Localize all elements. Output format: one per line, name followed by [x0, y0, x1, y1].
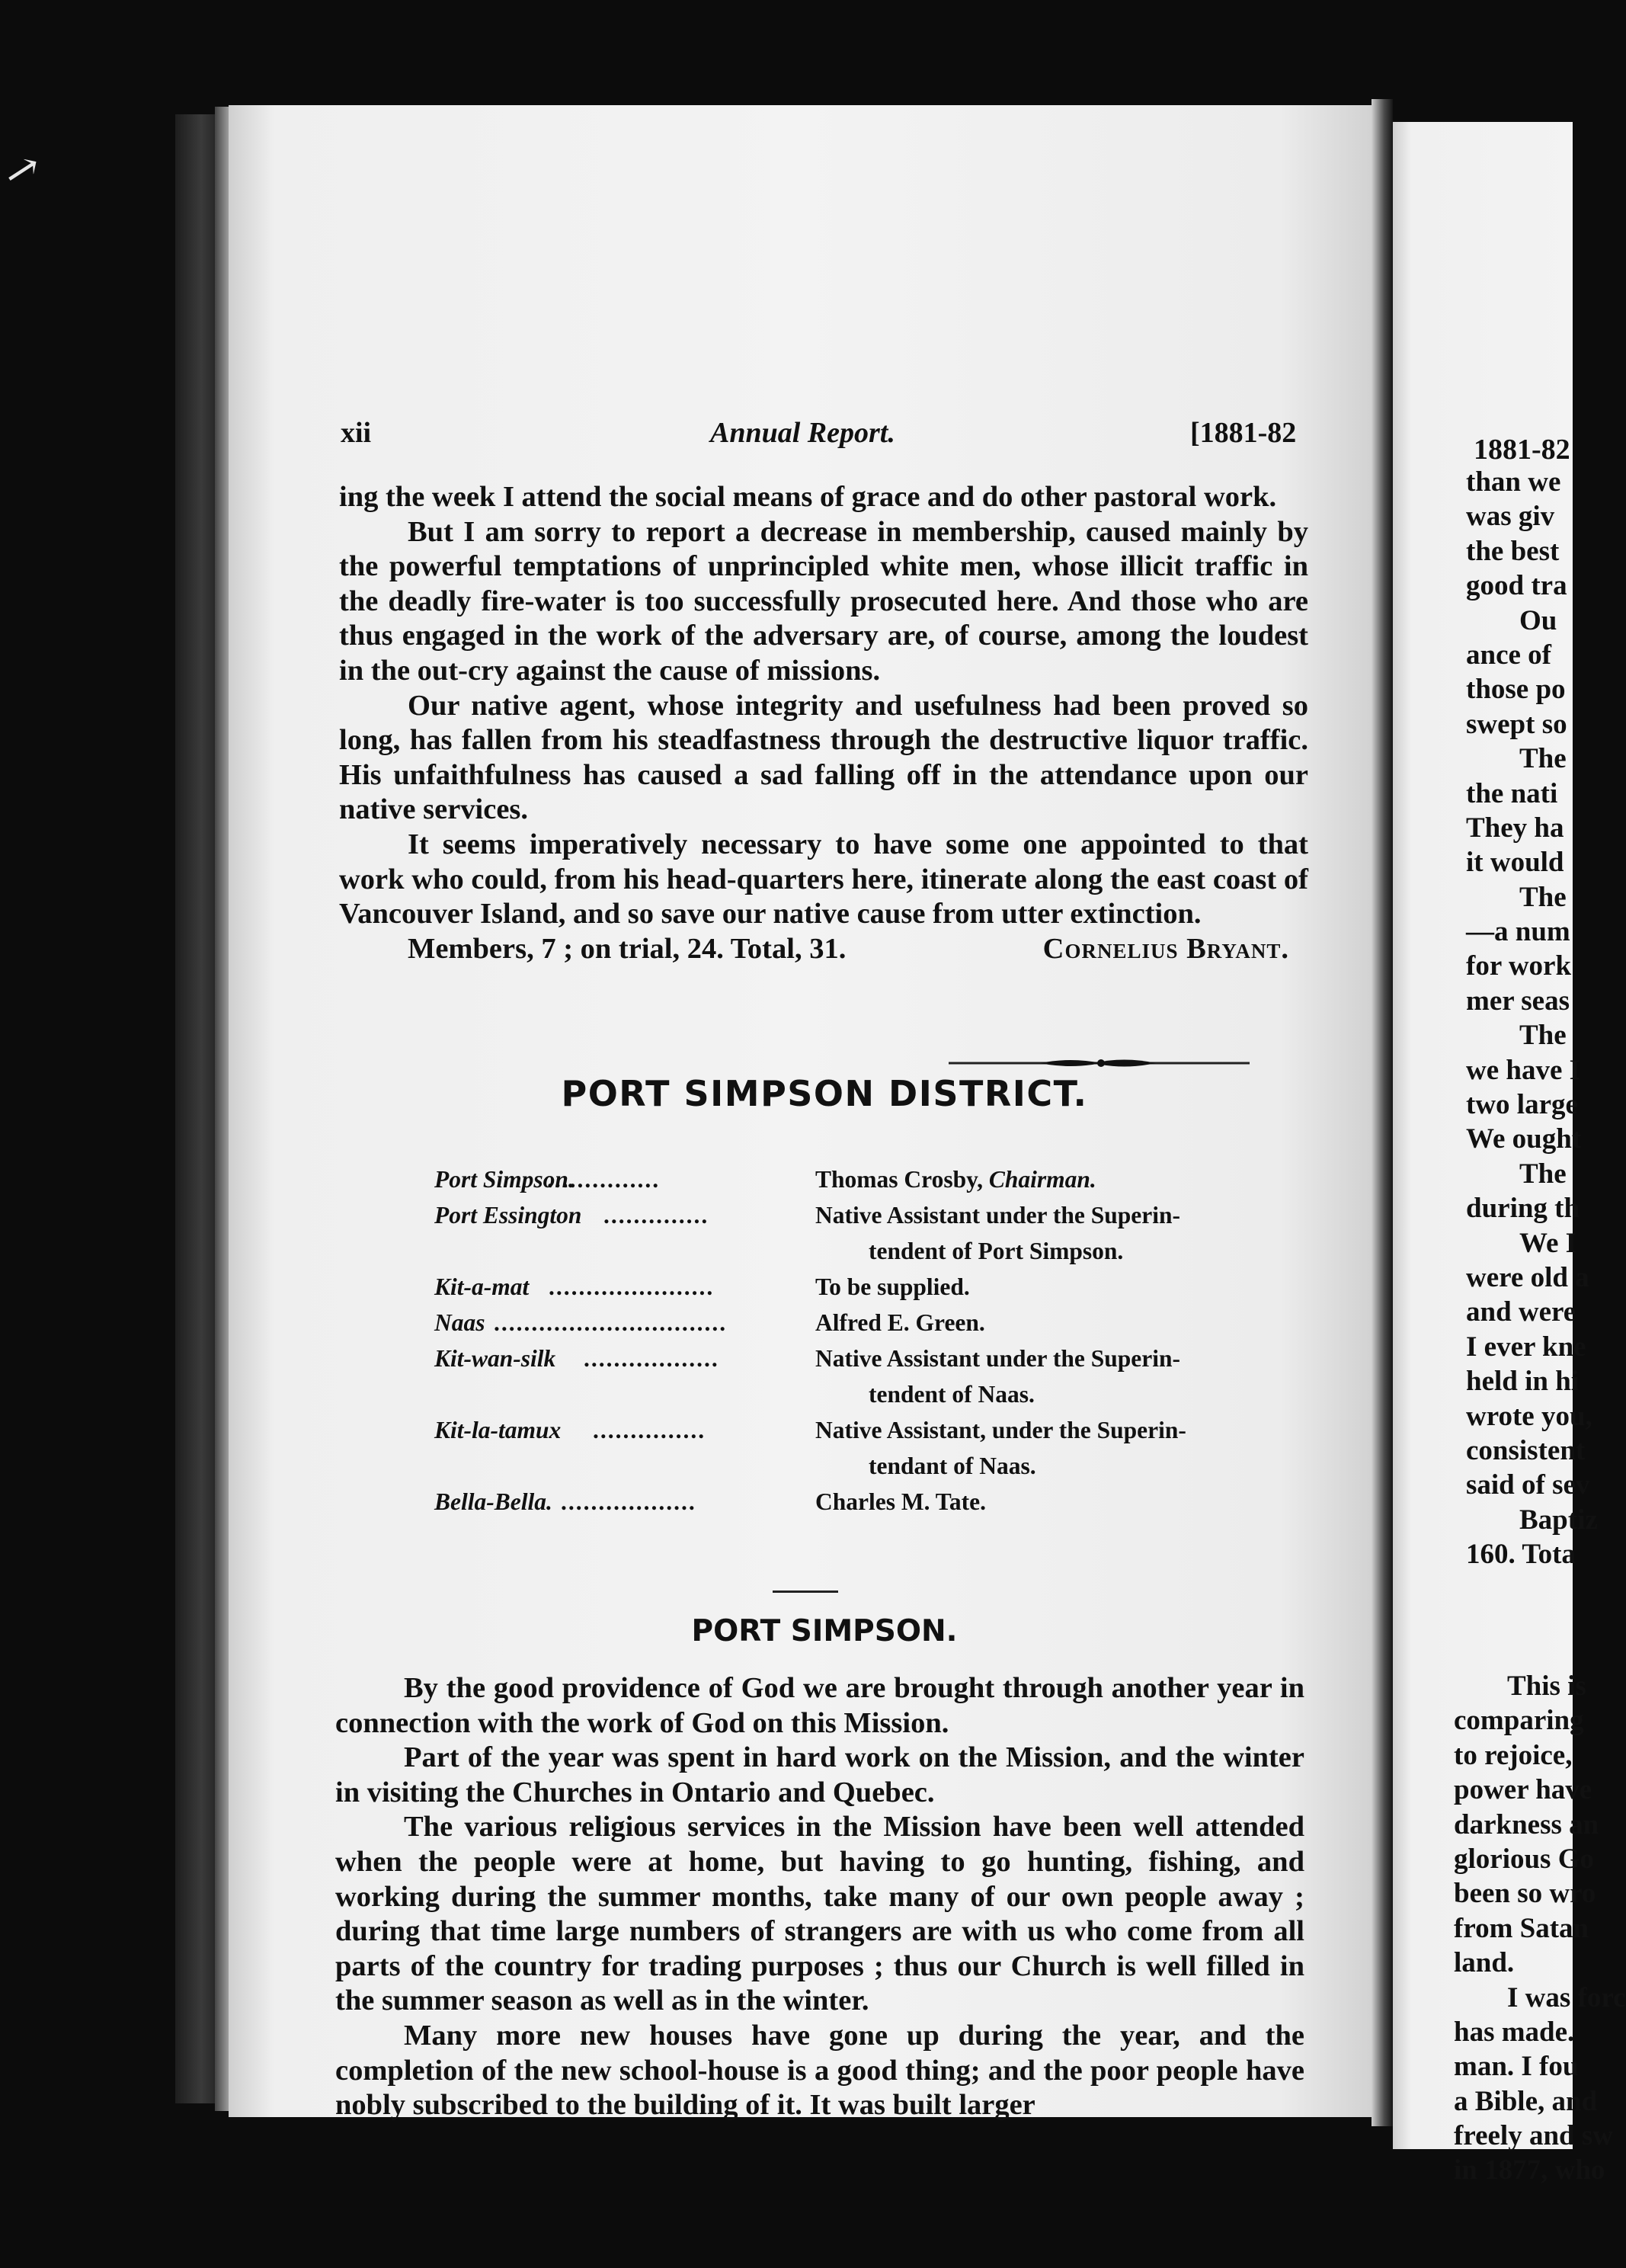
- paragraph: Part of the year was spent in hard work on the Mission, and the winter in visiting the Churches in Ontario and Quebec.: [335, 1741, 1304, 1808]
- next-page-line: The: [1519, 1158, 1567, 1190]
- roster-row: [434, 1238, 1303, 1273]
- next-page-line: The: [1519, 1020, 1567, 1052]
- next-page-line: consistent: [1466, 1434, 1586, 1466]
- roster-place: Kit-wan-silk: [434, 1345, 556, 1372]
- roster-place: Kit-la-tamux: [434, 1417, 562, 1443]
- running-title: Annual Report.: [710, 417, 895, 449]
- next-page-line: good tra: [1466, 570, 1567, 602]
- roster-name: Thomas Crosby,: [815, 1166, 989, 1193]
- next-page-line: it would: [1466, 847, 1564, 879]
- next-page-line: held in hi: [1466, 1366, 1580, 1398]
- next-page-line: been so wro: [1454, 1878, 1596, 1910]
- next-page-line: said of sev: [1466, 1469, 1590, 1501]
- next-page-line: 160. Tota: [1466, 1539, 1576, 1571]
- roster-row: [434, 1417, 1303, 1453]
- next-page-line: power have: [1454, 1774, 1592, 1806]
- next-page-line: the best: [1466, 535, 1560, 567]
- roster-assignment: Native Assistant, under the Superin-: [815, 1417, 1186, 1443]
- next-page-line: for work: [1466, 950, 1572, 982]
- roster-leader-dots: ..................: [561, 1488, 696, 1515]
- next-page-line: I was forc: [1507, 1981, 1626, 2013]
- next-page-line: than we: [1466, 466, 1561, 498]
- roster-assignment-cont: tendant of Naas.: [869, 1453, 1036, 1479]
- paragraph: ing the week I attend the social means of grace and do other pastoral work.: [339, 481, 1277, 513]
- next-page-line: land.: [1454, 1947, 1515, 1979]
- roster-assignment: Charles M. Tate.: [815, 1488, 986, 1515]
- roster-row: [434, 1488, 1303, 1524]
- next-page-line: was giv: [1466, 501, 1555, 533]
- next-page-text-bottom: [1454, 1669, 1626, 2188]
- next-page-line: were old a: [1466, 1261, 1589, 1293]
- next-page-line: This is: [1507, 1671, 1586, 1702]
- roster-title: Chairman.: [988, 1166, 1096, 1193]
- membership-stats: Members, 7 ; on trial, 24. Total, 31.: [408, 932, 847, 965]
- next-page-line: I ever kne: [1466, 1331, 1586, 1363]
- roster-row: [434, 1202, 1303, 1238]
- roster-place: Port Essington: [434, 1202, 582, 1228]
- roster-place: Bella-Bella.: [434, 1488, 552, 1515]
- signature: Cornelius Bryant.: [1042, 932, 1289, 965]
- page-year: [1881-82: [1190, 417, 1297, 449]
- next-page-line: has made.: [1454, 2016, 1575, 2048]
- roster-leader-dots: ...............................: [494, 1309, 728, 1336]
- district-roster: [434, 1166, 1303, 1524]
- paragraph: Our native agent, whose integrity and usefulness had been proved so long, has fallen from his steadfastness through the destructive liquor traffic. His unfaithfulness has caused a sad falling off in the attendance upon our native services.: [339, 689, 1308, 826]
- next-page-line: the nati: [1466, 777, 1558, 809]
- next-page-line: from Satan: [1454, 1912, 1589, 1944]
- paragraph: Many more new houses have gone up during the year, and the completion of the new school-house is a good thing; and the poor people have nobly subscribed to the building of it. It was built larger: [335, 2019, 1304, 2122]
- roster-row: [434, 1453, 1303, 1488]
- show-through-1: [343, 1164, 350, 1196]
- roster-assignment: Alfred E. Green.: [815, 1309, 985, 1336]
- next-page-line: The: [1519, 881, 1567, 913]
- next-page-line: We I: [1519, 1227, 1577, 1259]
- report-text: [339, 480, 1308, 966]
- next-page-line: comparing: [1454, 1705, 1584, 1737]
- center-gutter: [1372, 99, 1393, 2126]
- district-title: PORT SIMPSON DISTRICT.: [561, 1073, 1088, 1114]
- membership-summary: [339, 932, 1308, 967]
- next-page-line: Ou: [1519, 604, 1557, 636]
- next-page-text-top: [1466, 465, 1598, 1572]
- roster-assignment-cont: tendent of Port Simpson.: [869, 1238, 1124, 1264]
- roster-place: Naas: [434, 1309, 485, 1336]
- next-page-line: to rejoice,: [1454, 1739, 1573, 1771]
- next-page-line: in 1877, who: [1454, 2154, 1605, 2186]
- stray-mark: ↗: [0, 143, 45, 198]
- page-number: xii: [341, 417, 372, 449]
- section-divider: [773, 1590, 838, 1593]
- next-page-line: a Bible, and: [1454, 2085, 1598, 2117]
- paragraph: By the good providence of God we are brought through another year in connection with the work of God on this Mission.: [335, 1672, 1304, 1739]
- next-page-line: and were: [1466, 1296, 1576, 1328]
- roster-assignment: To be supplied.: [815, 1273, 970, 1300]
- right-page-partial: [1393, 122, 1626, 2186]
- roster-leader-dots: ..................: [584, 1345, 719, 1372]
- roster-assignment: [815, 1166, 1096, 1193]
- next-page-line: freely and sw: [1454, 2120, 1613, 2152]
- section-text: [335, 1671, 1304, 2123]
- next-page-line: The: [1519, 743, 1567, 775]
- roster-place: Kit-a-mat: [434, 1273, 530, 1300]
- roster-row: [434, 1345, 1303, 1381]
- next-page-line: man. I fou: [1454, 2051, 1579, 2083]
- next-page-line: Baptiz: [1519, 1504, 1598, 1536]
- next-page-line: two large: [1466, 1089, 1578, 1121]
- next-page-line: during th: [1466, 1193, 1580, 1225]
- roster-leader-dots: ......................: [549, 1273, 715, 1300]
- roster-row: [434, 1309, 1303, 1345]
- paragraph: It seems imperatively necessary to have some one appointed to that work who could, from his head-quarters here, itinerate along the east coast of Vancouver Island, and so save our native cause from utter extinction.: [339, 828, 1308, 931]
- next-page-line: mer seas: [1466, 985, 1570, 1017]
- section-title: PORT SIMPSON.: [691, 1614, 958, 1648]
- roster-assignment: Native Assistant under the Superin-: [815, 1202, 1180, 1228]
- paragraph: The various religious services in the Mission have been well attended when the people were at home, but having to go hunting, fishing, and working during the summer months, take many of our own people away ; during that time large numbers of strangers are with us who come from all parts of the country for trading purposes ; thus our Church is well filled in the summer season as well as in the winter.: [335, 1811, 1304, 2017]
- next-page-line: we have I: [1466, 1054, 1581, 1086]
- next-page-line: ance of: [1466, 639, 1551, 671]
- paragraph: But I am sorry to report a decrease in membership, caused mainly by the powerful temptations of unprincipled white men, whose illicit traffic in the deadly fire-water is too successfully prosecuted here. And those who are thus engaged in the work of the adversary are, of course, among the loudest in the out-cry against the cause of missions.: [339, 515, 1308, 687]
- roster-place: Port Simpson.: [434, 1166, 575, 1193]
- roster-row: [434, 1381, 1303, 1417]
- roster-row: [434, 1273, 1303, 1309]
- roster-leader-dots: ..............: [603, 1202, 709, 1228]
- left-page: [229, 105, 1372, 2122]
- next-page-line: darkness an: [1454, 1808, 1599, 1840]
- next-page-line: swept so: [1466, 708, 1567, 740]
- roster-row: [434, 1166, 1303, 1202]
- next-page-line: —a num: [1466, 916, 1570, 948]
- roster-assignment-cont: tendent of Naas.: [869, 1381, 1035, 1408]
- next-page-line: those po: [1466, 674, 1566, 706]
- next-page-line: They ha: [1466, 812, 1564, 844]
- roster-leader-dots: ...............: [593, 1417, 706, 1443]
- roster-assignment: Native Assistant under the Superin-: [815, 1345, 1180, 1372]
- next-page-line: wrote you,: [1466, 1400, 1592, 1432]
- next-page-line: glorious Go: [1454, 1843, 1594, 1875]
- next-page-line: We ought: [1466, 1123, 1582, 1155]
- next-page-year: 1881-82: [1474, 434, 1570, 466]
- ornament-rule: [949, 1054, 1250, 1072]
- roster-leader-dots: ...............: [547, 1166, 661, 1193]
